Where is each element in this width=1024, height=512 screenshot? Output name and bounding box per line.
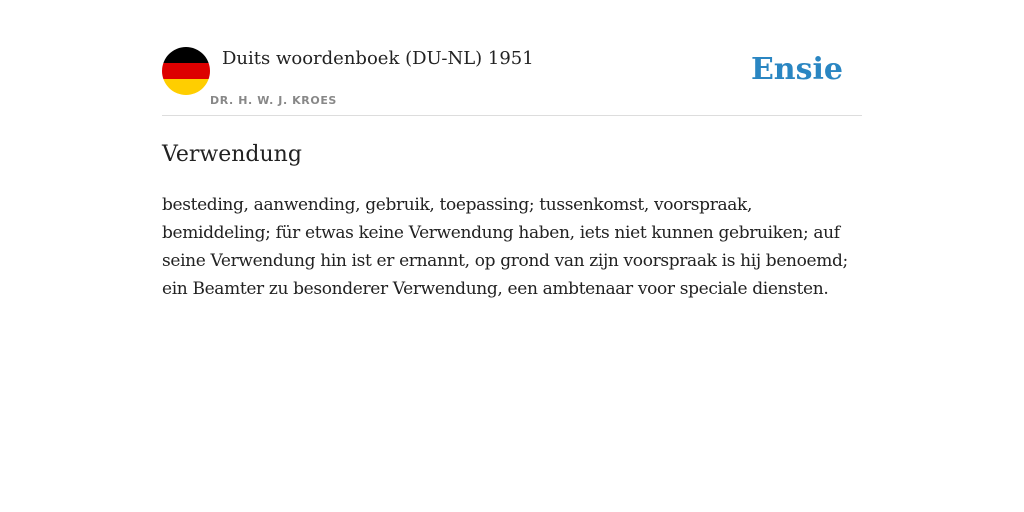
dictionary-title[interactable]: Duits woordenboek (DU-NL) 1951 xyxy=(222,48,534,69)
dictionary-header xyxy=(162,46,862,116)
dictionary-card xyxy=(162,46,862,303)
dictionary-author: DR. H. W. J. KROES xyxy=(210,94,337,107)
entry-headword: Verwendung xyxy=(162,142,302,167)
entry-definition: besteding, aanwending, gebruik, toepassing; tussenkomst, voorspraak, bemiddeling; für etwas keine Verwendung haben, iets niet kunnen gebruiken; auf seine Verwendung hin ist er ernannt, op grond van zijn voorspraak is hij benoemd; ein Beamter zu besonderer Verwendung, een ambtenaar voor speciale diensten. xyxy=(162,195,848,299)
ensie-logo[interactable]: Ensie xyxy=(750,52,843,87)
germany-flag-icon xyxy=(162,47,210,95)
